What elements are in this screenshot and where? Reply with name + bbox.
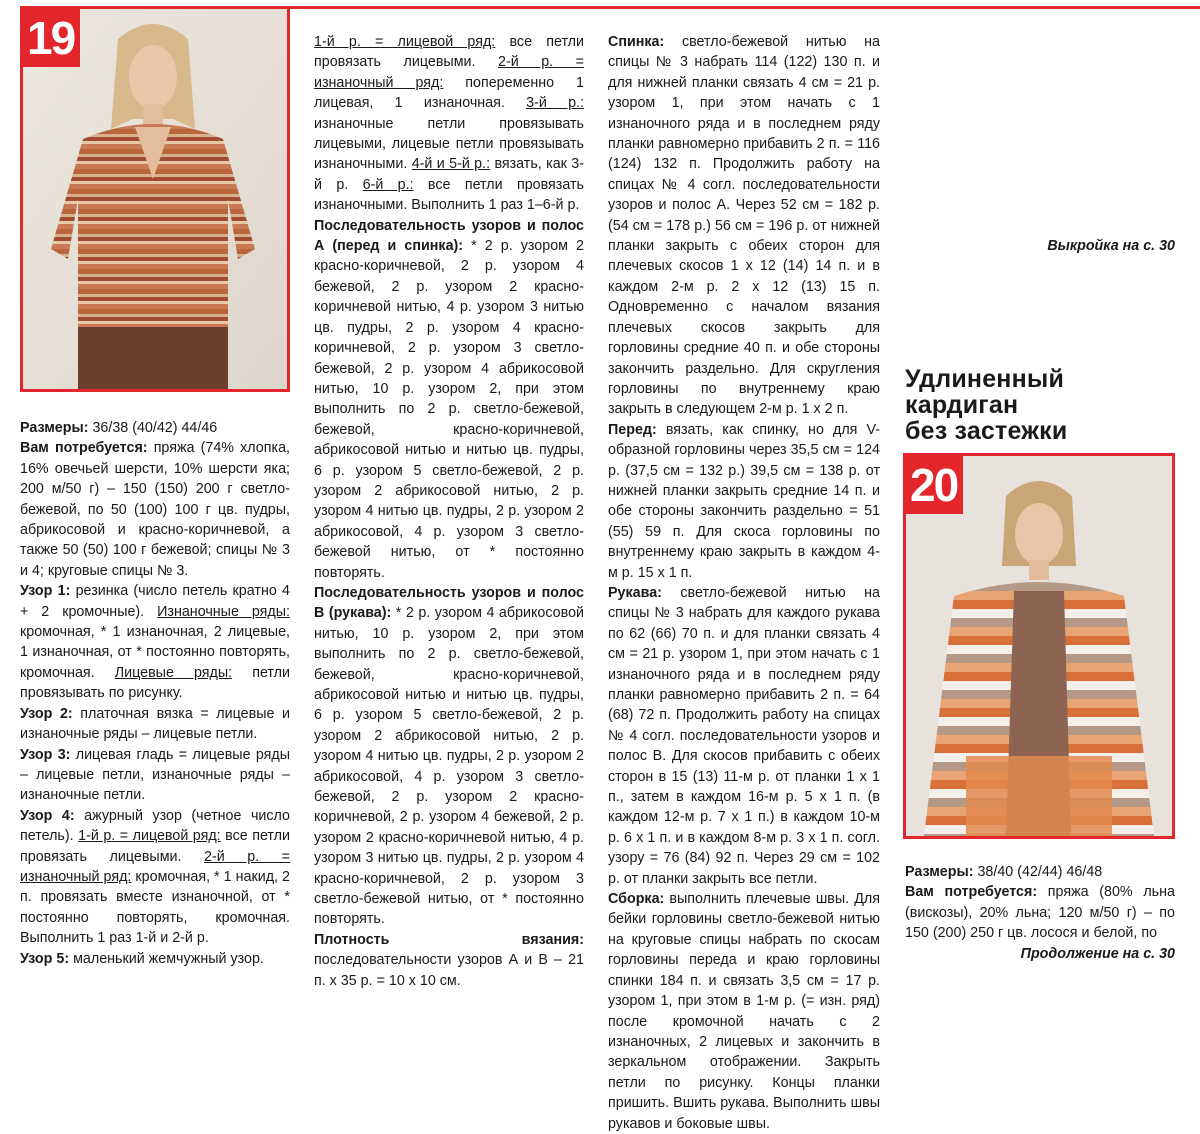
pattern-4-text-b: все петли провязать лицевыми. bbox=[20, 828, 290, 865]
pattern-4-text: ажурный узор (четное число петель). bbox=[20, 807, 290, 845]
row-1-text: все петли провязать лицевыми. bbox=[314, 34, 585, 71]
pattern-reference: Выкройка на с. 30 bbox=[1047, 238, 1175, 254]
item-20-title bbox=[905, 366, 1195, 444]
row-1-label: 1-й р. = лицевой ряд: bbox=[314, 34, 496, 50]
row-4-5-label: 4-й и 5-й р.: bbox=[411, 156, 491, 173]
sequence-b-label: Последовательность узоров и полос В (рукава): bbox=[314, 584, 584, 622]
row-4-5-text: вязать, как 3-й р. bbox=[314, 156, 584, 193]
pattern-1-purl-rows: Изнаночные ряды: bbox=[157, 603, 290, 620]
assembly-paragraph bbox=[608, 889, 880, 1134]
row-2-text: попеременно 1 лицевая, 1 изнаночная. bbox=[314, 74, 584, 112]
sequence-b-text: * 2 р. узором 4 абрикосовой нитью, 10 р. узором 2, при этом выполнить по 2 р. светло-бежевой, бежевой, красно-коричневой, абрикосовой нитью и нитью цв. пудры, 6 р. узором 5 светло-бежевой, 2 р. узором 2 абрикосовой нитью, 2 р. узором 4 нитью цв. пудры, 2 р. узором 2 абрикосовой, 4 р. узором 3 светло-бежевой, 2 р. узором 2 красно-коричневой, 2 р. узором 4 бежевой, 2 р. узором 2 красно-коричневой нитью, 4 р. узором 3 нитью цв. пудры, 2 р. узором 4 красно-коричневой, 2 р. узором 3 светло-бежевой нитью, от * постоянно повторять. bbox=[314, 605, 585, 928]
back-label: Спинка: bbox=[608, 34, 665, 50]
item-20-text bbox=[905, 862, 1175, 964]
pattern-4-label: Узор 4: bbox=[20, 807, 75, 824]
front-label: Перед: bbox=[608, 421, 657, 438]
density-text: последовательности узоров А и В – 21 п. х 35 р. = 10 х 10 см. bbox=[314, 952, 584, 989]
sweater-photo bbox=[20, 6, 290, 392]
assembly-text: выполнить плечевые швы. Для бейки горловины светло-бежевой нитью на круговые спицы набрать по скосам горловины переда и краю горловины спинки 184 п. и связать 3,5 см = 17 р. узором 1, при этом в 1-м р. (= изн. ряд) после кромочной начать с 2 изнаночных, 2 лицевых и закончить в зеркальном отображении. Закрыть петли по рисунку. Концы планки пришить. Вшить рукава. Выполнить швы рукавов и боковые швы. bbox=[608, 891, 880, 1132]
back-paragraph bbox=[608, 32, 880, 420]
density-label: Плотность вязания: bbox=[314, 931, 584, 948]
pattern-2-text: платочная вязка = лицевые и изнаночные ряды – лицевые петли. bbox=[20, 705, 290, 743]
item-20-materials bbox=[905, 882, 1175, 943]
pattern-1-text: резинка (число петель кратно 4 + 2 кромочные). bbox=[20, 583, 290, 620]
pattern-2-paragraph bbox=[20, 704, 290, 745]
pattern-4-paragraph bbox=[20, 806, 290, 949]
front-paragraph bbox=[608, 420, 880, 583]
pattern-5-paragraph bbox=[20, 949, 290, 969]
title-line-3: без застежки bbox=[905, 417, 1068, 445]
column-2-text bbox=[314, 32, 584, 991]
row-2-label: 2-й р. = изнаночный ряд: bbox=[314, 54, 584, 91]
pattern-1-knit-rows: Лицевые ряды: bbox=[114, 664, 233, 681]
sizes-paragraph bbox=[20, 418, 290, 438]
column-3-text bbox=[608, 32, 880, 1134]
item-number-badge: 20 bbox=[906, 456, 963, 514]
sleeves-paragraph bbox=[608, 583, 880, 889]
sequence-a-text: * 2 р. узором 2 красно-коричневой, 2 р. узором 4 бежевой, 2 р. узором 2 красно-коричневой нитью, 4 р. узором 3 нитью цв. пудры, 2 р. узором 4 красно-коричневой, 2 р. узором 3 светло-бежевой, 2 р. узором 4 абрикосовой нитью, 10 р. узором 2, при этом выполнить по 2 р. светло-бежевой, бежевой, красно-коричневой, абрикосовой нитью и нитью цв. пудры, 6 р. узором 5 светло-бежевой, 2 р. узором 2 абрикосовой нитью, 2 р. узором 4 нитью цв. пудры, 2 р. узором 2 абрикосовой, 4 р. узором 3 светло-бежевой нитью, от * постоянно повторять. bbox=[314, 238, 584, 581]
row-6-text: все петли провязать изнаночными. Выполнить 1 раз 1–6-й р. bbox=[314, 176, 584, 214]
item-20-sizes-value: 38/40 (42/44) 46/48 bbox=[973, 864, 1103, 880]
front-text: вязать, как спинку, но для V-образной горловины через 35,5 см = 124 р. (37,5 см = 132 р.) 39,5 см = 138 р. от нижней планки закрыть средние 14 п. и обе стороны закончить раздельно = 51 (55) 59 п. Для скоса горловины по внутреннему краю закрыть в каждом 4-м р. 15 х 1 п. bbox=[608, 421, 880, 581]
row-6-label: 6-й р.: bbox=[362, 176, 414, 193]
item-20-sizes bbox=[905, 862, 1175, 882]
materials-paragraph bbox=[20, 438, 290, 581]
sleeves-text: светло-бежевой нитью на спицы № 3 набрать для каждого рукава по 62 (66) 70 п. и для планки связать 4 см = 21 р. узором 1, при этом начать с 1 изнаночного ряда и в последнем ряду планки равномерно прибавить 2 п. = 64 (68) 72 п. Продолжить работу на спицах № 4 согл. последовательности узоров и полос В. Для скосов прибавить с обеих сторон в 15 (13) 11-м р. от планки 1 х 1 п., затем в каждом 16-м р. 5 х 1 п. (в каждом 12-м р. 7 х 1 п.) в каждом 10-м р. 6 х 1 п. и в каждом 8-м р. 3 х 1 п. согл. узору = 76 (84) 92 п. Через 29 см = 102 р. от планки закрыть все петли. bbox=[608, 584, 880, 887]
pattern-4-row-1: 1-й р. = лицевой ряд: bbox=[78, 828, 221, 845]
title-line-1: Удлиненный bbox=[905, 365, 1065, 393]
materials-value: пряжа (74% хлопка, 16% овечьей шерсти, 10% шерсти яка; 200 м/50 г) – 150 (150) 200 г светло-бежевой, по 50 (100) 100 г цв. пудры, абрикосовой и красно-коричневой, а также 50 (50) 100 г бежевой; спицы № 3 и 4; круговые спицы № 3. bbox=[20, 440, 290, 579]
pattern-1-text-c: петли провязывать по рисунку. bbox=[20, 664, 290, 702]
pattern-2-label: Узор 2: bbox=[20, 705, 73, 722]
sizes-label: Размеры: bbox=[20, 420, 89, 436]
column-1-text bbox=[20, 418, 290, 969]
pattern-3-label: Узор 3: bbox=[20, 746, 71, 763]
pattern-5-label: Узор 5: bbox=[20, 950, 70, 967]
cardigan-photo bbox=[903, 453, 1175, 839]
sequence-a-paragraph bbox=[314, 216, 584, 583]
pattern-5-text: маленький жемчужный узор. bbox=[69, 950, 264, 967]
pattern-1-paragraph bbox=[20, 581, 290, 703]
pattern-1-label: Узор 1: bbox=[20, 583, 71, 600]
row-3-label: 3-й р.: bbox=[526, 95, 584, 112]
item-20-materials-value: пряжа (80% льна (вискозы), 20% льна; 120 м/50 г) – по 150 (200) 250 г цв. лосося и белой, по bbox=[905, 884, 1175, 942]
item-20-sizes-label: Размеры: bbox=[905, 864, 974, 880]
sequence-a-label: Последовательность узоров и полос А (перед и спинка): bbox=[314, 217, 584, 255]
pattern-4-text-c: кромочная, * 1 накид, 2 п. провязать вместе изнаночной, от * постоянно повторять, кромочная. Выполнить 1 раз 1-й и 2-й р. bbox=[20, 868, 290, 947]
sizes-value: 36/38 (40/42) 44/46 bbox=[88, 420, 218, 436]
title-line-2: кардиган bbox=[905, 391, 1019, 419]
sleeves-label: Рукава: bbox=[608, 584, 662, 601]
top-red-rule bbox=[290, 6, 1200, 9]
row-3-text: изнаночные петли провязывать лицевыми, лицевые петли провязывать изнаночными. bbox=[314, 115, 584, 173]
materials-label: Вам потребуется: bbox=[20, 440, 148, 457]
sequence-b-paragraph bbox=[314, 583, 584, 930]
pattern-1-text-b: кромочная, * 1 изнаночная, 2 лицевые, 1 изнаночная, от * постоянно повторять, кромочная. bbox=[20, 624, 290, 681]
continued-reference: Продолжение на с. 30 bbox=[1020, 945, 1175, 962]
pattern-3-paragraph bbox=[20, 745, 290, 806]
item-20-materials-label: Вам потребуется: bbox=[905, 884, 1038, 901]
back-text: светло-бежевой нитью на спицы № 3 набрать 114 (122) 130 п. и для нижней планки связать 4 см = 21 р. узором 1, при этом начать с 1 изнаночного ряда и в последнем ряду планки равномерно прибавить 2 п. = 116 (124) 132 п. Продолжить работу на спицах № 4 согл. последовательности узоров и полос А. Через 52 см = 182 р. (54 см = 178 р.) 56 см = 196 р. от нижней планки закрыть с обеих сторон для плечевых скосов 1 х 12 (14) 14 п. и в каждом 2-м р. 2 х 12 (13) 15 п. Одновременно с началом вязания плечевых скосов закрыть для горловины средние 40 п. и обе стороны закончить раздельно. Для скругления горловины по внутреннему краю закрыть в следующем 2-м р. 1 х 2 п. bbox=[608, 34, 880, 418]
pattern-3-text: лицевая гладь = лицевые ряды – лицевые петли, изнаночные ряды – изнаночные петли. bbox=[20, 746, 290, 804]
assembly-label: Сборка: bbox=[608, 891, 665, 908]
pattern-4-row-2: 2-й р. = изнаночный ряд: bbox=[20, 848, 290, 885]
item-number-badge: 19 bbox=[23, 9, 80, 67]
pattern-5-rows-paragraph bbox=[314, 32, 584, 216]
